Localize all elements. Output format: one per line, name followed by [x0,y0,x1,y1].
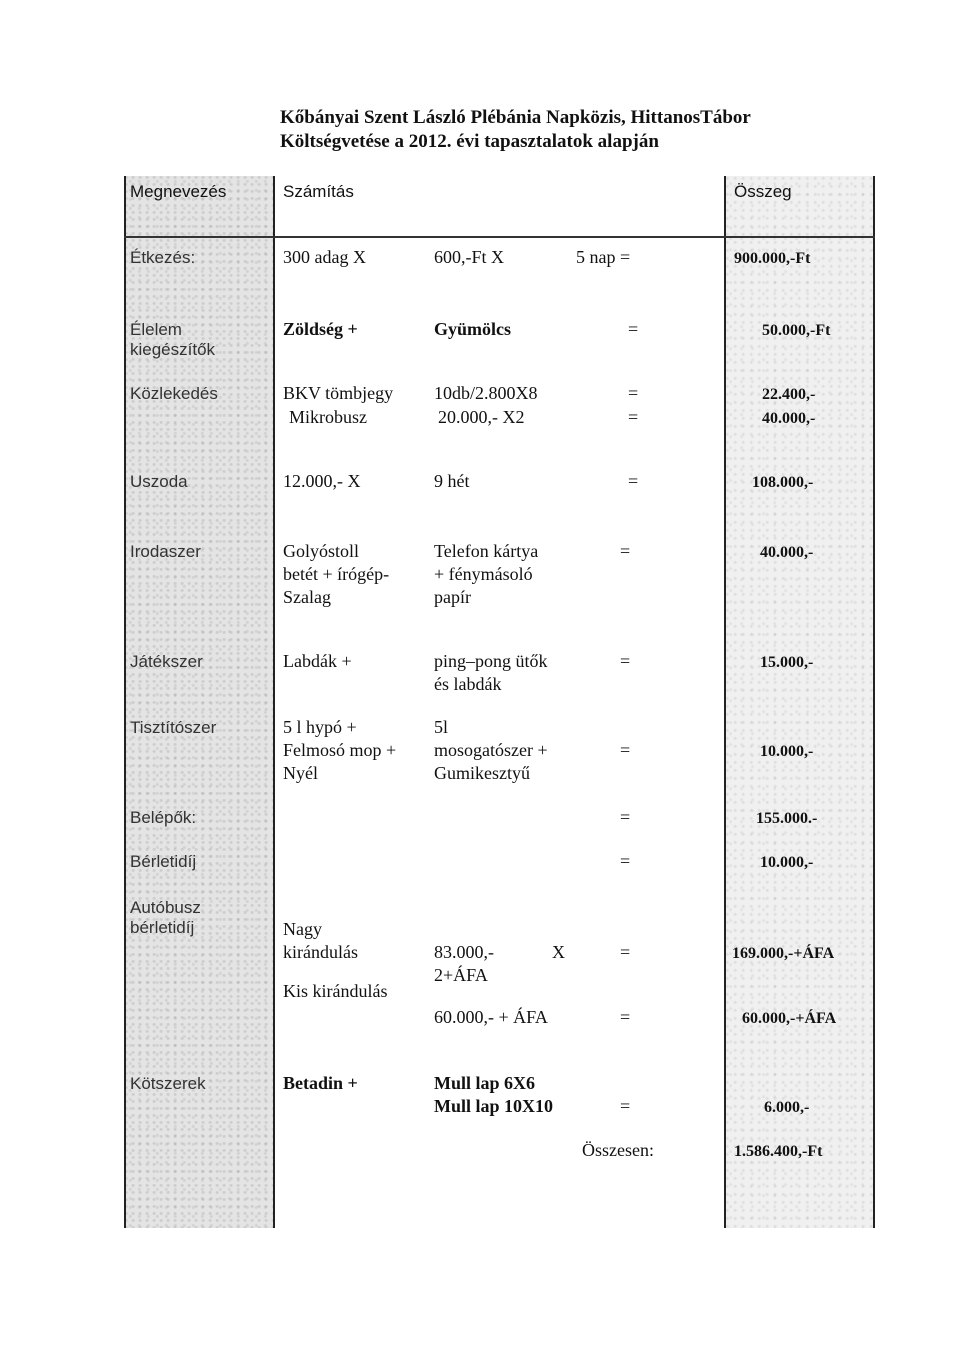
row-kozlekedes-calc-1a: BKV tömbjegy [283,383,394,403]
row-irodaszer-amount: 40.000,- [760,544,814,561]
row-kotszerek-calc-2a: Mull lap 6X6 [434,1073,536,1093]
row-kozlekedes-calc-1b: Mikrobusz [289,407,367,427]
row-irodaszer-name: Irodaszer [130,542,201,561]
row-etkezes-calc-2: 600,-Ft X [434,247,505,267]
row-uszoda-name: Uszoda [130,472,188,491]
row-berletidij-amount: 10.000,- [760,854,814,871]
row-irodaszer-calc-1b: betét + írógép- [283,564,390,584]
row-autobusz-name-1: Autóbusz [130,898,201,917]
row-kotszerek-calc-1: Betadin + [283,1073,358,1093]
row-etkezes-name: Étkezés: [130,248,196,267]
row-berletidij-name: Bérletidíj [130,852,197,871]
row-jatekszer-calc-1: Labdák + [283,651,352,671]
row-autobusz-calc-2b: 2+ÁFA [434,965,488,985]
row-kotszerek-name: Kötszerek [130,1074,206,1093]
row-etkezes-calc-1: 300 adag X [283,247,366,267]
row-irodaszer-calc-2b: + fénymásoló [434,564,533,584]
row-jatekszer-name: Játékszer [130,652,203,671]
row-jatekszer-calc-2b: és labdák [434,674,502,694]
row-autobusz-x: X [552,942,565,962]
header-szamitas: Számítás [283,182,354,201]
row-autobusz-calc-1b: kirándulás [283,942,358,962]
row-elelem-name-2: kiegészítők [130,340,216,359]
row-kotszerek-calc-2b: Mull lap 10X10 [434,1096,554,1116]
header-underline [124,236,875,238]
row-kozlekedes-calc-2a: 10db/2.800X8 [434,383,538,403]
row-tisztitoszer-eq: = [620,740,631,760]
row-kotszerek-eq: = [620,1096,631,1116]
table-border-right [873,176,875,1228]
row-jatekszer-calc-2a: ping–pong ütők [434,651,548,671]
row-autobusz-calc-2a: 83.000,- [434,942,494,962]
row-autobusz-amount-1: 169.000,-+ÁFA [732,945,835,962]
row-tisztitoszer-calc-1a: 5 l hypó + [283,717,357,737]
row-irodaszer-calc-1a: Golyóstoll [283,541,360,561]
row-uszoda-eq: = [628,471,639,491]
row-elelem-calc-2: Gyümölcs [434,319,512,339]
row-autobusz-calc-2c: 60.000,- + ÁFA [434,1007,548,1027]
row-belepok-amount: 155.000.- [756,810,818,827]
row-berletidij-eq: = [620,851,631,871]
row-tisztitoszer-name: Tisztítószer [130,718,217,737]
row-uszoda-calc-2: 9 hét [434,471,470,491]
row-tisztitoszer-calc-2b: mosogatószer + [434,740,548,760]
row-tisztitoszer-amount: 10.000,- [760,743,814,760]
row-autobusz-amount-2: 60.000,-+ÁFA [742,1010,837,1027]
row-uszoda-amount: 108.000,- [752,474,814,491]
row-kozlekedes-eq-1: = [628,383,639,403]
total-amount: 1.586.400,-Ft [734,1143,823,1160]
row-kozlekedes-amount-1: 22.400,- [762,386,816,403]
table-divider-1 [273,176,275,1228]
row-tisztitoszer-calc-2c: Gumikesztyű [434,763,530,783]
row-kotszerek-amount: 6.000,- [764,1099,810,1116]
row-tisztitoszer-calc-1b: Felmosó mop + [283,740,397,760]
table-border-left [124,176,126,1228]
row-irodaszer-calc-1c: Szalag [283,587,331,607]
total-label: Összesen: [582,1140,654,1160]
row-kozlekedes-name: Közlekedés [130,384,218,403]
row-elelem-name-1: Élelem [130,320,182,339]
row-autobusz-eq-1: = [620,942,631,962]
row-elelem-amount: 50.000,-Ft [762,322,831,339]
row-kozlekedes-eq-2: = [628,407,639,427]
row-autobusz-calc-1a: Nagy [283,919,322,939]
row-uszoda-calc-1: 12.000,- X [283,471,361,491]
header-megnevezes: Megnevezés [130,182,227,201]
row-kozlekedes-amount-2: 40.000,- [762,410,816,427]
row-jatekszer-amount: 15.000,- [760,654,814,671]
document-title [280,106,751,154]
title-line-2: Költségvetése a 2012. évi tapasztalatok alapján [280,131,659,152]
row-irodaszer-calc-2a: Telefon kártya [434,541,539,561]
row-autobusz-calc-1c: Kis kirándulás [283,981,388,1001]
row-autobusz-name-2: bérletidíj [130,918,195,937]
row-irodaszer-eq: = [620,541,631,561]
table-divider-2 [724,176,726,1228]
row-irodaszer-calc-2c: papír [434,587,471,607]
row-belepok-name: Belépők: [130,808,197,827]
header-osszeg: Összeg [734,182,792,201]
row-elelem-eq: = [628,319,639,339]
row-jatekszer-eq: = [620,651,631,671]
row-etkezes-calc-3: 5 nap = [576,247,631,267]
row-tisztitoszer-calc-2a: 5l [434,717,449,737]
row-etkezes-amount: 900.000,-Ft [734,250,811,267]
row-tisztitoszer-calc-1c: Nyél [283,763,318,783]
title-line-1: Kőbányai Szent László Plébánia Napközis, HittanosTábor [280,107,751,128]
row-belepok-eq: = [620,807,631,827]
row-autobusz-eq-2: = [620,1007,631,1027]
row-kozlekedes-calc-2b: 20.000,- X2 [438,407,525,427]
row-elelem-calc-1: Zöldség + [283,319,358,339]
